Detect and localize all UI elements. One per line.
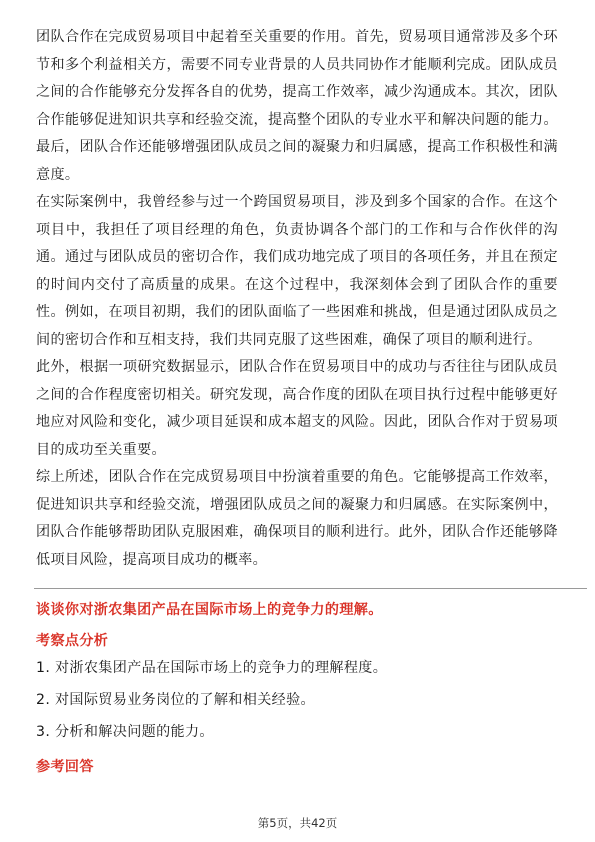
body-paragraph-3: 此外，根据一项研究数据显示，团队合作在贸易项目中的成功与否往往与团队成员之间的合作程度密切相关。研究发现，高合作度的团队在项目执行过程中能够更好地应对风险和变化，减少项目延误和成本超支的风险。因此，团队合作对于贸易项目的成功至关重要。 [36,359,558,458]
analysis-point: 1. 对浙农集团产品在国际市场上的竞争力的理解程度。 [36,660,388,676]
page-footer: 第5页，共42页 [257,816,338,830]
analysis-point: 2. 对国际贸易业务岗位的了解和相关经验。 [36,692,315,708]
analysis-points-list [36,657,558,743]
body-paragraph-1: 团队合作在完成贸易项目中起着至关重要的作用。首先，贸易项目通常涉及多个环节和多个利益相关方，需要不同专业背景的人员共同协作才能顺利完成。团队成员之间的合作能够充分发挥各自的优势，提高工作效率，减少沟通成本。其次，团队合作能够促进知识共享和经验交流，提高整个团队的专业水平和解决问题的能力。最后，团队合作还能够增强团队成员之间的凝聚力和归属感，提高工作积极性和满意度。 [36,29,558,183]
analysis-point: 3. 分析和解决问题的能力。 [36,724,214,740]
body-paragraph-2: 在实际案例中，我曾经参与过一个跨国贸易项目，涉及到多个国家的合作。在这个项目中，我担任了项目经理的角色，负责协调各个部门的工作和与合作伙伴的沟通。通过与团队成员的密切合作，我们成功地完成了项目的各项任务，并且在预定的时间内交付了高质量的成果。在这个过程中，我深刻体会到了团队合作的重要性。例如，在项目初期，我们的团队面临了一些困难和挑战，但是通过团队成员之间的密切合作和互相支持，我们共同克服了这些困难，确保了项目的顺利进行。 [36,194,558,348]
analysis-heading: 考察点分析 [36,633,109,649]
page-content [36,24,558,778]
interview-question: 谈谈你对浙农集团产品在国际市场上的竞争力的理解。 [36,602,383,618]
section-divider [34,588,587,589]
answer-heading: 参考回答 [36,759,94,775]
body-paragraph-4: 综上所述，团队合作在完成贸易项目中扮演着重要的角色。它能够提高工作效率，促进知识共享和经验交流，增强团队成员之间的凝聚力和归属感。在实际案例中，团队合作能够帮助团队克服困难，确保项目的顺利进行。此外，团队合作还能够降低项目风险，提高项目成功的概率。 [36,469,558,568]
